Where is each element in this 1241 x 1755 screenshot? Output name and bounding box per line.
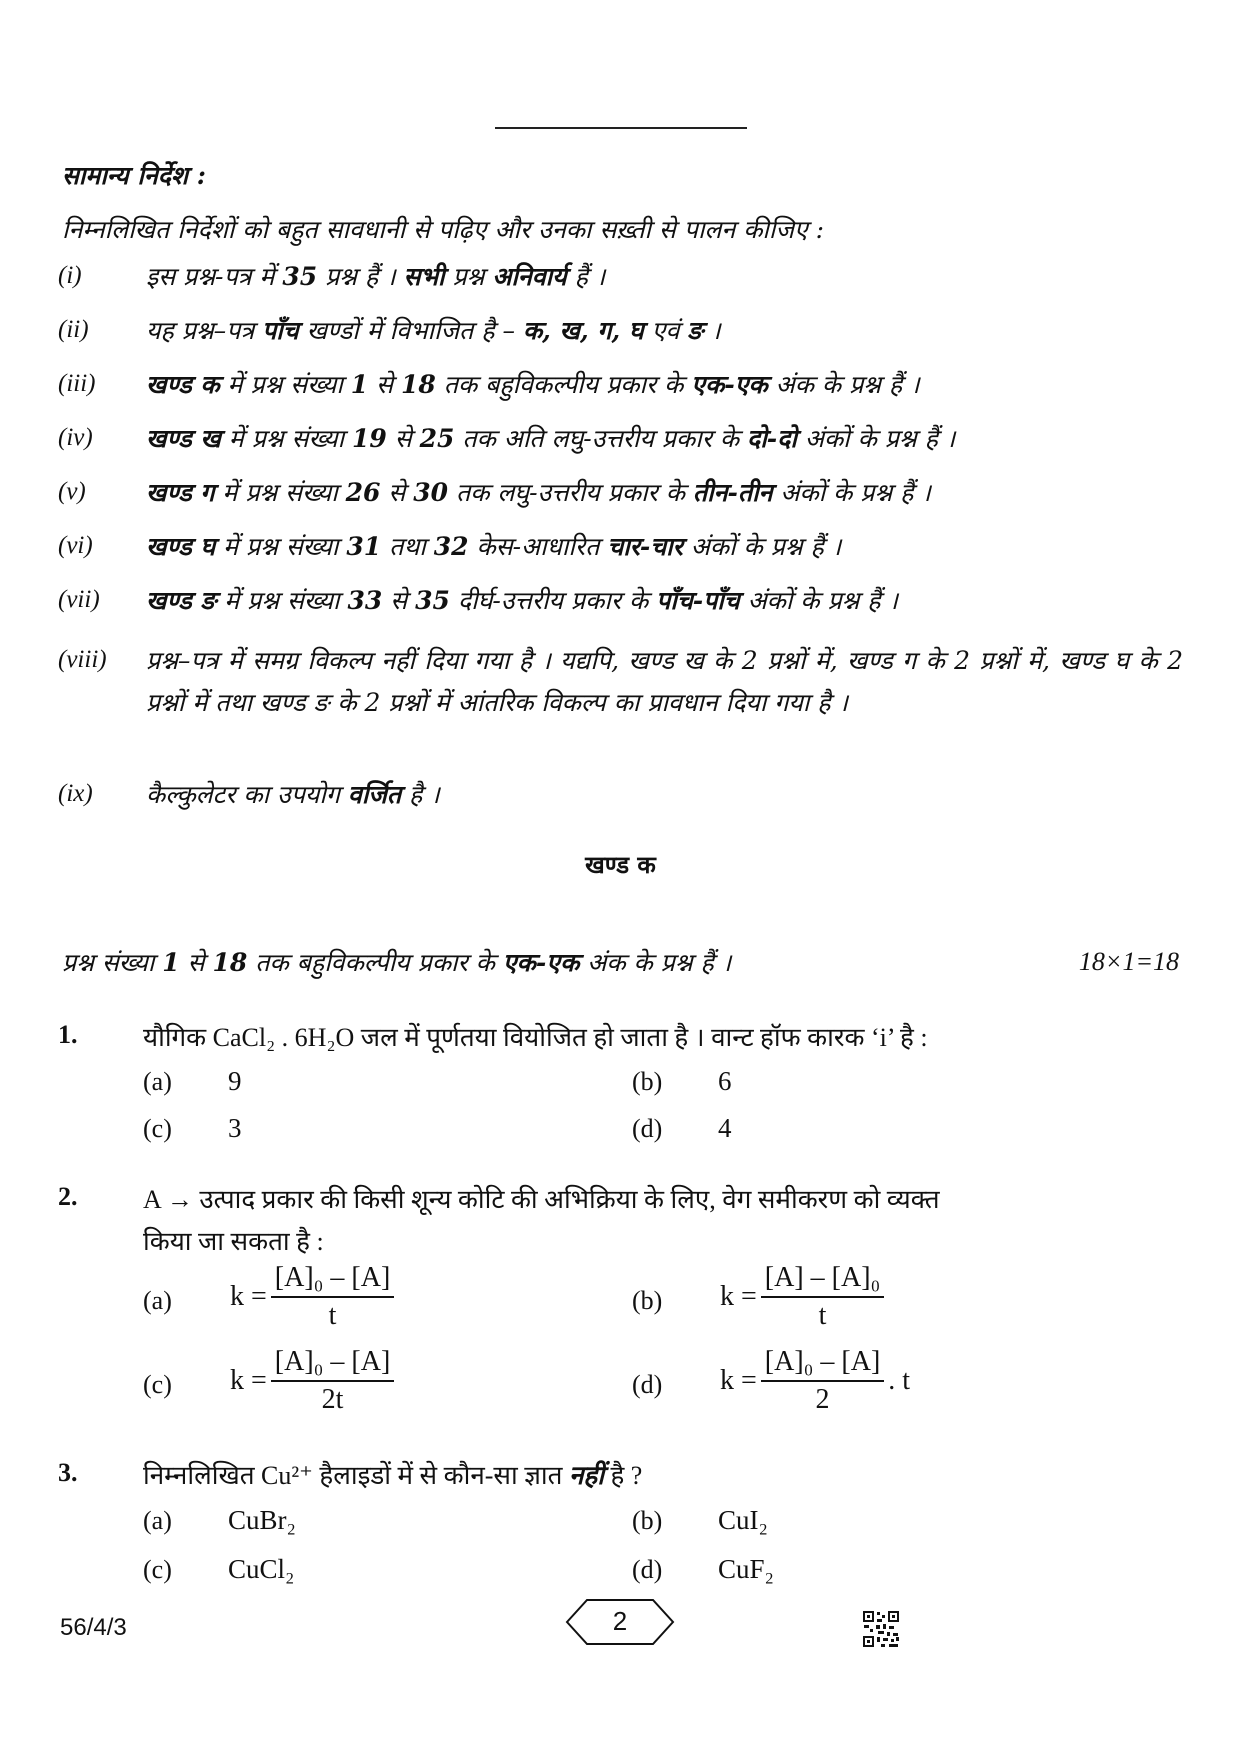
question-number: 2.	[58, 1182, 78, 1211]
option-label: (a)	[143, 1067, 172, 1096]
top-rule	[495, 127, 747, 129]
option-label: (a)	[143, 1286, 172, 1315]
option-value: CuCl₂	[228, 1554, 295, 1584]
option-value: 4	[718, 1113, 732, 1143]
instruction-item: (v) खण्ड ग में प्रश्न संख्या 26 से 30 तक लघु-उत्तरीय प्रकार के तीन-तीन अंकों के प्रश्न हैं ।	[58, 478, 931, 507]
section-info: प्रश्न संख्या 1 से 18 तक बहुविकल्पीय प्रकार के एक-एक अंक के प्रश्न हैं ।	[62, 948, 732, 977]
instruction-number: (vi)	[58, 532, 93, 559]
question-number: 3.	[58, 1458, 78, 1487]
option-label: (a)	[143, 1506, 172, 1535]
instruction-number: (ii)	[58, 316, 89, 343]
option-label: (c)	[143, 1370, 172, 1399]
rate-equation: k = $\frac{\text{[A]₀ – [A]}}{2}$ . t	[720, 1346, 911, 1415]
question-text: किया जा सकता है :	[143, 1227, 324, 1256]
option-label: (d)	[632, 1370, 663, 1399]
instruction-item: (vii) खण्ड ङ में प्रश्न संख्या 33 से 35 दीर्घ-उत्तरीय प्रकार के पाँच-पाँच अंकों के प्रश्न हैं ।	[58, 586, 898, 615]
instruction-number: (vii)	[58, 586, 100, 613]
fraction: $\frac{\text{[A]₀ – [A]}}{t}$	[271, 1262, 395, 1332]
rate-equation: k = $\frac{\text{[A] – [A]₀}}{t}$	[720, 1262, 884, 1332]
instruction-number: (iii)	[58, 370, 96, 397]
option-label: (b)	[632, 1286, 663, 1315]
page-number: 2	[612, 1606, 628, 1636]
instruction-number: (viii)	[58, 646, 107, 673]
option-label: (b)	[632, 1067, 663, 1096]
section-title: खण्ड क	[585, 850, 656, 879]
option-value: CuI₂	[718, 1505, 768, 1535]
instruction-item: (viii) प्रश्न–पत्र में समग्र विकल्प नहीं दिया गया है । यद्यपि, खण्ड ख के 2 प्रश्नों में, खण्ड ग के 2 प्रश्नों में, खण्ड घ के 2 प्रश्नों में तथा खण्ड ङ के 2 प्रश्नों में आंतरिक विकल्प का प्रावधान दिया गया है ।	[58, 646, 1183, 724]
fraction: $\frac{\text{[A] – [A]₀}}{t}$	[761, 1262, 885, 1332]
option-label: (c)	[143, 1114, 172, 1143]
rate-equation: k = $\frac{\text{[A]₀ – [A]}}{t}$	[230, 1262, 394, 1332]
option-label: (b)	[632, 1506, 663, 1535]
option-value: 3	[228, 1113, 242, 1143]
instruction-item: (iv) खण्ड ख में प्रश्न संख्या 19 से 25 तक अति लघु-उत्तरीय प्रकार के दो-दो अंकों के प्रश्न हैं ।	[58, 424, 956, 453]
instruction-item: (vi) खण्ड घ में प्रश्न संख्या 31 तथा 32 केस-आधारित चार-चार अंकों के प्रश्न हैं ।	[58, 532, 842, 561]
option-value: 9	[228, 1066, 242, 1096]
instruction-number: (v)	[58, 478, 86, 505]
ion-formula: Cu²⁺	[261, 1461, 313, 1490]
instruction-number: (iv)	[58, 424, 93, 451]
fraction: $\frac{\text{[A]₀ – [A]}}{2t}$	[271, 1346, 395, 1416]
instruction-item: (ii) यह प्रश्न–पत्र पाँच खण्डों में विभाजित है – क, ख, ग, घ एवं ङ ।	[58, 316, 721, 345]
question-text: यौगिक CaCl₂ . 6H₂O जल में पूर्णतया वियोजित हो जाता है । वान्ट हॉफ कारक ‘i’ है :	[143, 1023, 928, 1052]
instruction-number: (ix)	[58, 780, 93, 807]
question-number: 1.	[58, 1020, 78, 1049]
question-text: निम्नलिखित Cu²⁺ हैलाइडों में से कौन-सा ज्ञात नहीं है ?	[143, 1461, 643, 1490]
option-label: (c)	[143, 1555, 172, 1584]
instructions-heading: सामान्य निर्देश :	[62, 161, 206, 190]
instruction-item: (i) इस प्रश्न-पत्र में 35 प्रश्न हैं । सभी प्रश्न अनिवार्य हैं ।	[58, 262, 606, 291]
qr-code-icon	[862, 1610, 900, 1648]
section-marks: 18×1=18	[1078, 947, 1179, 976]
rate-equation: k = $\frac{\text{[A]₀ – [A]}}{2t}$	[230, 1346, 394, 1416]
option-value: 6	[718, 1066, 732, 1096]
chemical-formula: CaCl₂ . 6H₂O	[212, 1023, 355, 1052]
option-value: CuBr₂	[228, 1505, 296, 1535]
instruction-item: (iii) खण्ड क में प्रश्न संख्या 1 से 18 तक बहुविकल्पीय प्रकार के एक-एक अंक के प्रश्न हैं ।	[58, 370, 920, 399]
instruction-item: (ix) कैल्कुलेटर का उपयोग वर्जित है ।	[58, 780, 440, 809]
question-text: A → उत्पाद प्रकार की किसी शून्य कोटि की अभिक्रिया के लिए, वेग समीकरण को व्यक्त	[143, 1185, 940, 1214]
option-value: CuF₂	[718, 1554, 774, 1584]
fraction: $\frac{\text{[A]₀ – [A]}}{2}$	[761, 1346, 885, 1416]
instructions-intro: निम्नलिखित निर्देशों को बहुत सावधानी से पढ़िए और उनका सख़्ती से पालन कीजिए :	[62, 215, 825, 244]
paper-code: 56/4/3	[60, 1614, 127, 1641]
option-label: (d)	[632, 1114, 663, 1143]
option-label: (d)	[632, 1555, 663, 1584]
instruction-number: (i)	[58, 262, 82, 289]
